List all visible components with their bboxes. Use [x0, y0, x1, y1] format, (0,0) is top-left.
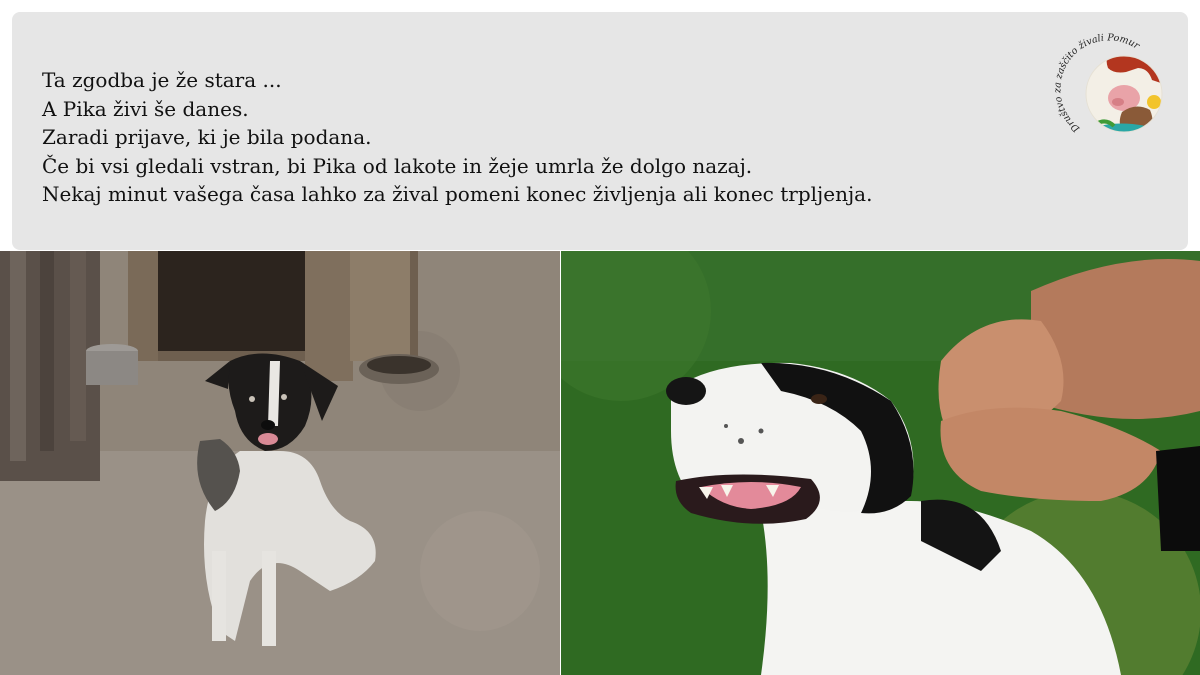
story-line-1: Ta zgodba je že stara ... [42, 68, 282, 92]
society-logo [1052, 32, 1174, 154]
story-text [42, 66, 1052, 209]
story-line-2: A Pika živi še danes. [42, 96, 249, 121]
story-line-3: Zaradi prijave, ki je bila podana. [42, 125, 372, 149]
logo-text: Društvo za zaščito živali Pomur [1052, 32, 1142, 135]
story-line-5: Nekaj minut vašega časa lahko za žival pomeni konec življenja ali konec trpljenja. [42, 182, 873, 206]
photo-dog-after [561, 251, 1200, 675]
photo-dog-before [0, 251, 560, 675]
story-line-4: Če bi vsi gledali vstran, bi Pika od lakote in žeje umrla že dolgo nazaj. [42, 153, 753, 178]
logo-emblem-icon [1052, 32, 1174, 154]
